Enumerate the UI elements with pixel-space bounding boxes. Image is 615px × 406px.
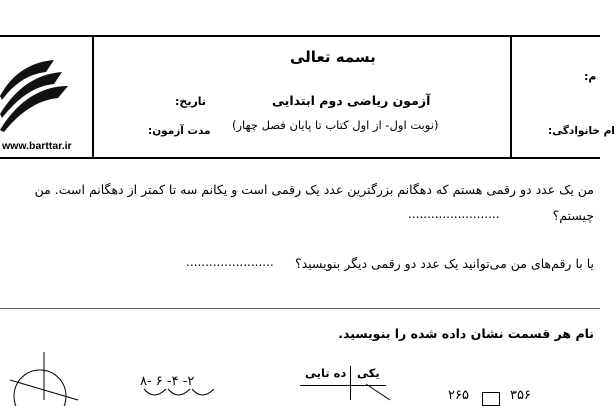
barttar-logo-icon: [0, 52, 90, 132]
circle-figure-icon: [4, 348, 84, 400]
question-divider: [0, 308, 600, 309]
place-value-table-vline: [350, 366, 351, 400]
answer-blank-2[interactable]: .......................: [186, 255, 274, 269]
name-label: م:: [584, 70, 597, 83]
question1-line2: چیستم؟: [552, 208, 594, 223]
hop-arcs-icon: [138, 385, 228, 400]
bismillah-title: بسمه تعالی: [290, 48, 376, 66]
place-value-yekan: یکی: [357, 366, 380, 380]
date-label: تاریخ:: [175, 95, 207, 108]
compare-number-left: ۳۵۶: [510, 388, 531, 403]
compare-box[interactable]: [482, 392, 500, 406]
exam-title: آزمون ریاضی دوم ابتدایی: [272, 93, 431, 108]
family-name-label: ام خانوادگی:: [548, 125, 615, 137]
duration-label: مدت آزمون:: [148, 125, 211, 137]
question1-line1: من یک عدد دو رقمی هستم که دهگانم بزرگترین عدد یک رقمی است و یکانم سه تا کمتر از دهگانم است. من: [34, 182, 594, 197]
header-left-divider: [92, 36, 94, 158]
website-url[interactable]: www.barttar.ir: [2, 140, 72, 152]
exam-subtitle: (نوبت اول- از اول کتاب تا پایان فصل چهار): [232, 118, 439, 132]
header-right-divider: [510, 36, 512, 158]
answer-blank-1[interactable]: ........................: [408, 207, 500, 221]
number-sequence: ۸- ۶ -۴ -۲: [140, 374, 195, 389]
question1-line3: یا با رقم‌های من می‌توانید یک عدد دو رقمی دیگر بنویسید؟: [294, 256, 594, 271]
question2-instruction: نام هر قسمت نشان داده شده را بنویسید.: [338, 326, 594, 341]
place-value-dahgan: ده تایی: [305, 366, 347, 380]
arrow-pointer-icon: [364, 384, 394, 400]
compare-number-right: ۲۶۵: [448, 388, 469, 403]
